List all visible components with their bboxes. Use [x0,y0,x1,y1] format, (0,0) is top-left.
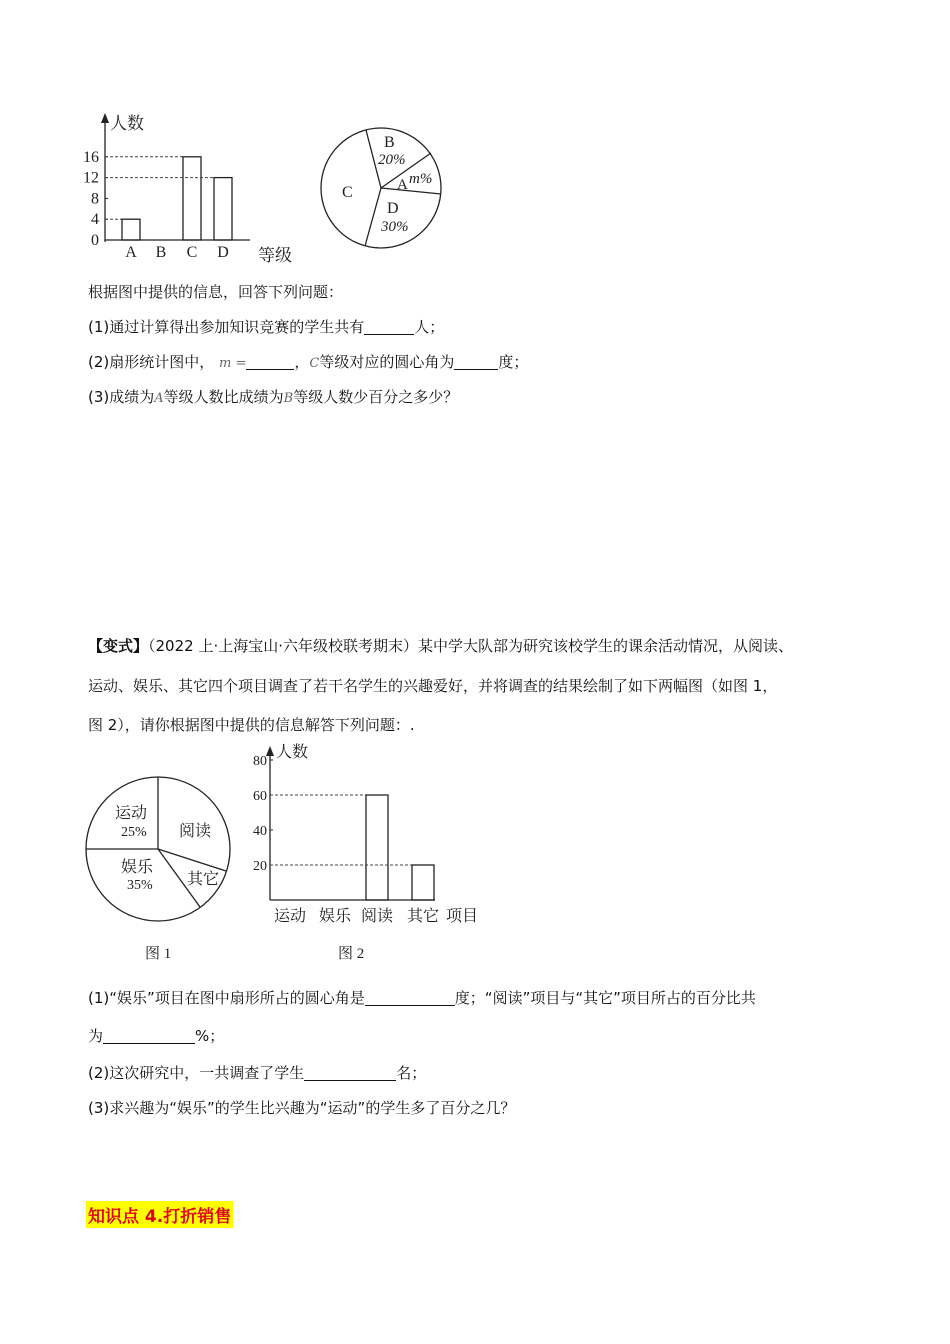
bar1-xtick-label: C [186,244,198,261]
bar1-bar-c [183,157,201,240]
problem2-q1-line2 [88,1025,224,1046]
p1-q3-mid: 等级人数比成绩为 [163,388,284,406]
bar1-xtick-label: A [125,244,137,261]
bar2-xtick-label: 娱乐 [318,908,352,925]
bar2-bar-3 [412,865,434,900]
p1-q1-pre: (1)通过计算得出参加知识竞赛的学生共有 [88,318,365,336]
variant-line-1 [88,635,793,656]
pie2-value-sport: 25% [121,825,147,840]
problem1-q2 [88,351,528,372]
grade-bar-chart [80,105,300,270]
grade-pie-chart [315,125,455,255]
pie2-label-read: 阅读 [179,823,212,840]
bar1-ytick-label: 0 [91,232,99,249]
p1-q2-mid2: 等级对应的圆心角为 [319,353,455,371]
p1-q1-blank[interactable] [364,318,414,335]
p2-q1-mid: 度；“阅读”项目与“其它”项目所占的百分比共 [454,989,756,1007]
pie2-label-other: 其它 [187,871,220,888]
bar1-xtick-label: B [155,244,167,261]
bar1-xtick-label: D [217,244,229,261]
bar2-caption: 图 2 [338,946,365,962]
p2-q1-line2-post: %； [195,1027,225,1045]
bar2-bar-2 [366,795,388,900]
p1-q2-sym-c: C [309,356,320,371]
p1-q2-sym-m: m = [219,356,247,371]
p1-q3-sym-b: B [283,391,294,406]
bar1-ytick-label: 8 [91,190,99,208]
p1-q3-post: 等级人数少百分之多少？ [293,388,459,406]
bar1-ytick-label: 4 [91,211,99,229]
p2-q2-post: 名； [396,1064,427,1082]
bar2-xtick-label: 运动 [273,908,307,925]
bar1-bar-d [214,178,232,240]
pie1-label-c: C [342,184,353,201]
problem2-q1 [88,987,756,1008]
p2-q1-blank-angle[interactable] [365,989,455,1006]
p2-q2-blank[interactable] [304,1064,396,1081]
bar2-y-arrow [266,746,274,756]
bar2-ytick-label: 40 [253,824,267,839]
pie1-value-d: 30% [381,219,409,235]
bar2-xtick-label: 其它 [406,908,440,925]
p2-q2-pre: (2)这次研究中，一共调查了学生 [88,1064,305,1082]
bar1-ylabel: 人数 [110,114,144,133]
p2-q1-blank-percent[interactable] [103,1027,195,1044]
variant-line-2: 运动、娱乐、其它四个项目调查了若干名学生的兴趣爱好，并将调查的结果绘制了如下两幅图（如图 1， [88,677,778,695]
variant-line1-text: （2022 上·上海宝山·六年级校联考期末）某中学大队部为研究该校学生的课余活动情况，从阅读、 [148,637,793,655]
p1-q2-blank-m[interactable] [246,353,294,370]
p1-q1-post: 人； [414,318,445,336]
bar2-ytick-label: 60 [253,789,267,804]
bar1-y-arrow [101,113,109,123]
pie1-value-b: 20% [378,152,406,168]
pie1-label-a: A [397,177,408,193]
pie1-value-a: m% [409,171,433,187]
problem1-q1 [88,316,444,337]
bar2-xtick-label: 阅读 [360,908,394,925]
pie2-value-ent: 35% [127,878,153,893]
problem1-q3 [88,386,458,407]
pie2-label-ent: 娱乐 [121,859,154,876]
pie1-label-d: D [387,200,399,217]
bar2-xlabel: 项目 [445,908,479,925]
bar1-ytick-label: 12 [83,169,99,187]
bar1-ytick-label: 16 [83,148,99,166]
problem1-intro: 根据图中提供的信息，回答下列问题： [88,283,344,301]
pie2-caption: 图 1 [145,946,172,962]
problem2-q2 [88,1062,426,1083]
p1-q2-post: 度； [498,353,529,371]
activity-bar-chart [245,740,495,965]
p1-q2-pre: (2)扇形统计图中， [88,353,215,371]
bar2-ytick-label: 80 [253,754,267,769]
activity-pie-chart [80,755,240,965]
p1-q2-blank-angle[interactable] [454,353,498,370]
variant-tag: 【变式】 [88,637,149,655]
bar1-bar-a [122,219,140,240]
problem2-q3: (3)求兴趣为“娱乐”的学生比兴趣为“运动”的学生多了百分之几？ [88,1099,516,1117]
p2-q1-line2-pre: 为 [88,1027,104,1045]
p1-q2-mid: ， [294,353,310,371]
pie2-label-sport: 运动 [115,805,148,822]
p1-q3-pre: (3)成绩为 [88,388,155,406]
pie1-label-b: B [384,134,395,151]
bar2-ylabel: 人数 [276,744,309,761]
p1-q3-sym-a: A [154,391,164,406]
bar1-xlabel: 等级 [258,246,292,265]
variant-line-3: 图 2），请你根据图中提供的信息解答下列问题：. [88,716,415,734]
p2-q1-pre: (1)“娱乐”项目在图中扇形所占的圆心角是 [88,989,365,1007]
section-heading: 知识点 4.打折销售 [86,1201,233,1228]
bar2-ytick-label: 20 [253,859,267,874]
